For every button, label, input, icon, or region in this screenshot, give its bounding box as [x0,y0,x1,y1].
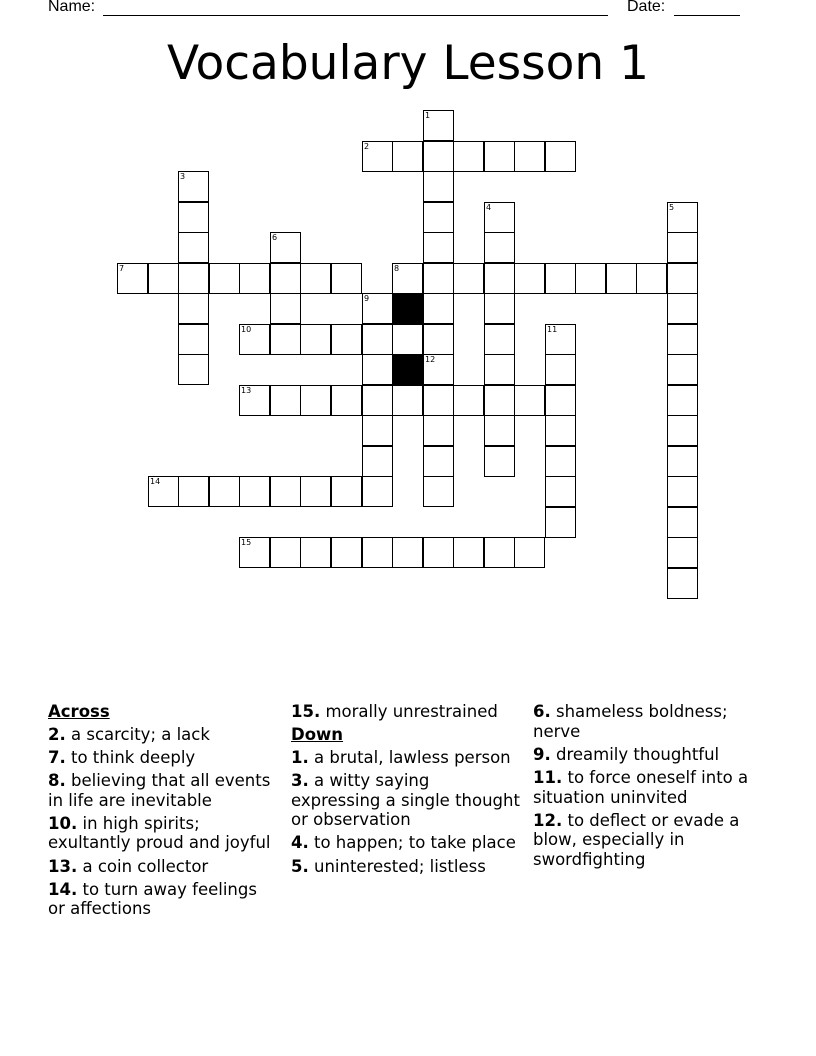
crossword-cell[interactable] [606,263,637,294]
crossword-cell[interactable] [423,141,454,172]
crossword-cell[interactable] [392,324,423,355]
clue-number: 11. [533,767,563,787]
crossword-cell[interactable] [300,324,331,355]
crossword-cell[interactable] [178,171,209,202]
clue-number: 11 [547,325,558,334]
crossword-cell[interactable] [239,385,270,416]
crossword-cell[interactable] [300,385,331,416]
crossword-cell[interactable] [270,232,301,263]
clue-number: 9 [364,294,370,303]
clue-text: morally unrestrained [320,702,498,721]
name-label: Name: [48,0,96,15]
crossword-cell[interactable] [667,385,698,416]
clue-number: 7 [119,264,125,273]
crossword-cell[interactable] [148,476,179,507]
clue-text: to think deeply [65,747,196,767]
clue-number: 12. [533,810,563,830]
date-label: Date: [627,0,666,15]
crossword-cell[interactable] [484,385,515,416]
crossword-cell[interactable] [178,202,209,233]
clue-text: to turn away feelings or affections [48,879,257,919]
crossword-cell[interactable] [545,324,576,355]
clue-column-2 [291,702,523,880]
clue-down-6 [533,702,773,741]
crossword-cell[interactable] [484,263,515,294]
crossword-cell[interactable] [484,232,515,263]
crossword-cell[interactable] [209,263,240,294]
clue-number: 8. [48,770,66,790]
crossword-cell[interactable] [392,263,423,294]
clue-text: to force oneself into a situation uninvited [533,767,749,807]
crossword-cell[interactable] [209,476,240,507]
crossword-cell[interactable] [453,537,484,568]
crossword-cell[interactable] [545,385,576,416]
crossword-cell[interactable] [392,141,423,172]
clue-column-3 [533,702,773,873]
clue-number: 4. [291,833,309,853]
crossword-cell[interactable] [392,385,423,416]
crossword-cell[interactable] [453,385,484,416]
crossword-cell[interactable] [514,141,545,172]
crossword-cell[interactable] [331,324,362,355]
clue-text: uninterested; listless [308,856,486,876]
clue-across-8 [48,771,278,810]
crossword-cell[interactable] [362,446,393,477]
clue-down-1 [291,748,523,768]
crossword-cell[interactable] [423,202,454,233]
crossword-cell[interactable] [514,263,545,294]
crossword-cell[interactable] [423,293,454,324]
crossword-cell[interactable] [484,293,515,324]
crossword-cell[interactable] [484,537,515,568]
crossword-cell[interactable] [362,293,393,324]
crossword-cell[interactable] [362,385,393,416]
clue-number: 4 [486,203,492,212]
crossword-cell[interactable] [300,476,331,507]
crossword-cell[interactable] [178,263,209,294]
clue-number: 13 [241,386,252,395]
crossword-cell[interactable] [270,324,301,355]
clue-text: a witty saying expressing a single thought or observation [291,770,520,830]
clue-number: 14. [48,879,78,899]
black-square [392,354,423,385]
crossword-cell[interactable] [484,141,515,172]
crossword-cell[interactable] [545,141,576,172]
clue-number: 10 [241,325,252,334]
crossword-cell[interactable] [545,354,576,385]
clue-down-11 [533,768,773,807]
crossword-cell[interactable] [423,476,454,507]
clue-down-12 [533,811,773,870]
clue-number: 1 [425,111,431,120]
crossword-cell[interactable] [667,293,698,324]
clue-across-2 [48,725,278,745]
crossword-cell[interactable] [514,537,545,568]
clue-number: 5. [291,856,309,876]
crossword-cell[interactable] [362,141,393,172]
crossword-cell[interactable] [667,446,698,477]
clue-number: 2. [48,724,66,744]
clue-column-1 [48,702,278,923]
crossword-cell[interactable] [667,537,698,568]
crossword-cell[interactable] [545,263,576,294]
clue-text: believing that all events in life are inevitable [48,770,271,810]
crossword-cell[interactable] [362,354,393,385]
crossword-cell[interactable] [484,354,515,385]
clue-number: 6 [272,233,278,242]
crossword-cell[interactable] [667,507,698,538]
clue-number: 15. [291,702,321,721]
crossword-cell[interactable] [178,232,209,263]
crossword-cell[interactable] [667,354,698,385]
clue-number: 10. [48,813,78,833]
crossword-cell[interactable] [239,476,270,507]
clue-number: 7. [48,747,66,767]
crossword-cell[interactable] [239,263,270,294]
clue-number: 6. [533,702,551,721]
crossword-cell[interactable] [178,354,209,385]
clue-number: 3. [291,770,309,790]
clue-number: 1. [291,747,309,767]
crossword-cell[interactable] [423,324,454,355]
clue-text: to happen; to take place [308,833,516,853]
crossword-cell[interactable] [667,415,698,446]
crossword-cell[interactable] [270,476,301,507]
clue-down-5 [291,857,523,877]
clue-down-4 [291,833,523,853]
crossword-cell[interactable] [362,537,393,568]
crossword-cell[interactable] [423,415,454,446]
crossword-cell[interactable] [423,385,454,416]
clue-down-9 [533,745,773,765]
crossword-cell[interactable] [423,446,454,477]
black-square [392,293,423,324]
clue-across-14 [48,880,278,919]
crossword-cell[interactable] [178,324,209,355]
crossword-cell[interactable] [270,537,301,568]
crossword-cell[interactable] [545,446,576,477]
crossword-cell[interactable] [484,324,515,355]
crossword-cell[interactable] [636,263,667,294]
crossword-cell[interactable] [514,385,545,416]
crossword-cell[interactable] [667,568,698,599]
crossword-cell[interactable] [362,476,393,507]
crossword-cell[interactable] [484,202,515,233]
crossword-cell[interactable] [270,385,301,416]
crossword-cell[interactable] [484,446,515,477]
page-title: Vocabulary Lesson 1 [166,36,650,91]
clue-number: 5 [669,203,675,212]
crossword-cell[interactable] [148,263,179,294]
crossword-cell[interactable] [423,171,454,202]
crossword-cell[interactable] [331,476,362,507]
crossword-cell[interactable] [300,263,331,294]
crossword-cell[interactable] [667,202,698,233]
clue-text: shameless boldness; nerve [533,702,728,741]
clue-number: 12 [425,355,436,364]
clue-number: 3 [180,172,186,181]
crossword-cell[interactable] [667,476,698,507]
crossword-cell[interactable] [423,110,454,141]
crossword-cell[interactable] [362,324,393,355]
clue-number: 8 [394,264,400,273]
clue-text: dreamily thoughtful [550,744,720,764]
clue-down-3 [291,771,523,830]
crossword-cell[interactable] [423,232,454,263]
crossword-cell[interactable] [545,476,576,507]
crossword-cell[interactable] [545,507,576,538]
clue-number: 2 [364,142,370,151]
crossword-cell[interactable] [423,263,454,294]
crossword-cell[interactable] [575,263,606,294]
clue-number: 14 [150,477,161,486]
crossword-cell[interactable] [423,354,454,385]
clue-number: 9. [533,744,551,764]
down-heading: Down [291,725,344,745]
crossword-cell[interactable] [453,263,484,294]
clue-across-10 [48,814,278,853]
crossword-cell[interactable] [239,537,270,568]
crossword-cell[interactable] [331,263,362,294]
crossword-cell[interactable] [484,415,515,446]
clue-text: a scarcity; a lack [65,724,210,744]
clue-text: to deflect or evade a blow, especially in swordfighting [533,810,740,869]
crossword-cell[interactable] [667,232,698,263]
clue-across-15 [291,702,523,722]
crossword-cell[interactable] [178,293,209,324]
crossword-cell[interactable] [331,385,362,416]
crossword-cell[interactable] [270,263,301,294]
crossword-cell[interactable] [423,537,454,568]
clue-number: 13. [48,856,78,876]
clue-across-7 [48,748,278,768]
clue-number: 15 [241,538,252,547]
crossword-cell[interactable] [270,293,301,324]
crossword-cell[interactable] [362,415,393,446]
across-heading: Across [48,702,110,721]
clue-across-13 [48,857,278,877]
clue-text: a coin collector [77,856,209,876]
clue-text: a brutal, lawless person [308,747,511,767]
crossword-cell[interactable] [667,263,698,294]
clue-text: in high spirits; exultantly proud and joyful [48,813,271,853]
crossword-cell[interactable] [667,324,698,355]
crossword-cell[interactable] [392,537,423,568]
crossword-cell[interactable] [239,324,270,355]
crossword-cell[interactable] [545,415,576,446]
crossword-cell[interactable] [300,537,331,568]
crossword-cell[interactable] [117,263,148,294]
crossword-cell[interactable] [331,537,362,568]
crossword-cell[interactable] [178,476,209,507]
crossword-cell[interactable] [453,141,484,172]
